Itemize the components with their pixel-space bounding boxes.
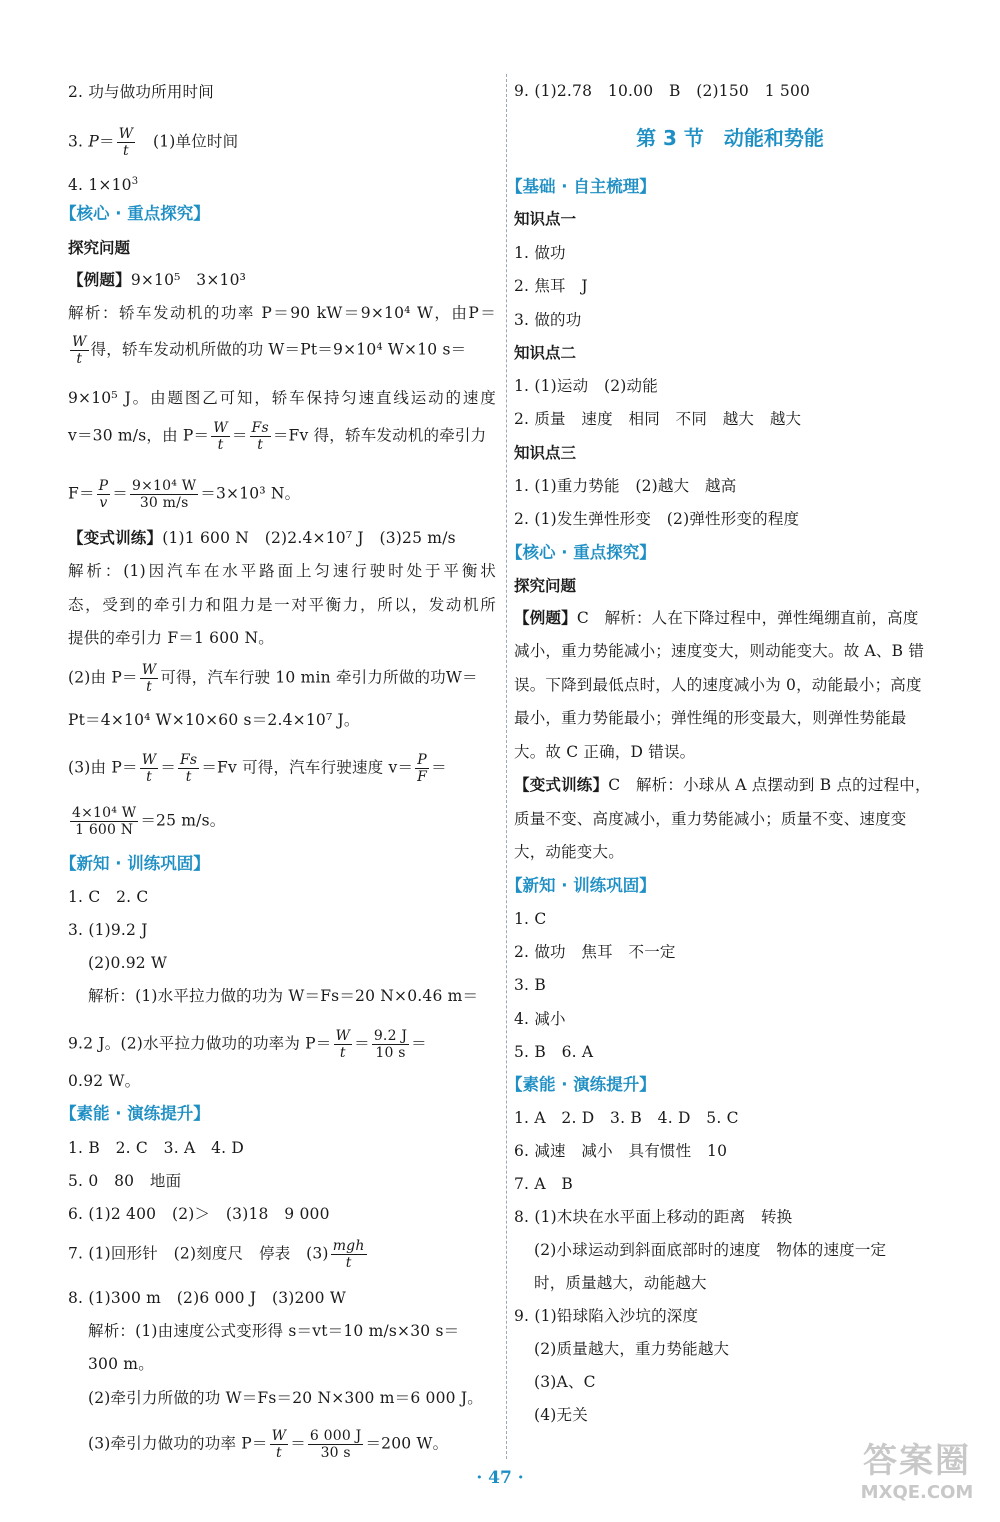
answer-line: 3. B — [514, 976, 546, 994]
explanation-line: F＝ $\frac{P}{v}$ ＝ $\frac{\text{9×10⁴ W}}{30 m/s}$ ＝3×10³ N。 — [68, 478, 301, 511]
explanation-line: 300 m。 — [88, 1355, 154, 1373]
watermark-logo — [842, 1440, 992, 1516]
sub-heading: 探究问题 — [514, 577, 577, 595]
explanation-line: 提供的牵引力 F＝1 600 N。 — [68, 629, 274, 647]
answer-line: (2)小球运动到斜面底部时的速度 物体的速度一定 — [534, 1241, 887, 1259]
answer-line: 6. (1)2 400 (2)＞ (3)18 9 000 — [68, 1205, 330, 1223]
page-number: · 47 · — [476, 1468, 524, 1488]
explanation-line: 减小，重力势能减小；速度变大，则动能变大。故 A、B 错 — [514, 642, 925, 660]
answer-line: 1. C — [514, 910, 547, 928]
explanation-line: 大。故 C 正确，D 错误。 — [514, 743, 696, 761]
section-heading: 【核心 · 重点探究】 — [60, 204, 210, 223]
watermark-text: 答案圈 — [863, 1441, 971, 1481]
explanation-line: 解析：(1)由速度公式变形得 s＝vt＝10 m/s×30 s＝ — [88, 1322, 460, 1340]
section-heading: 【新知 · 训练巩固】 — [506, 876, 656, 895]
answer-line: 5. B 6. A — [514, 1043, 594, 1061]
explanation-line: Pt＝4×10⁴ W×10×60 s＝2.4×10⁷ J。 — [68, 711, 360, 729]
section-heading: 【新知 · 训练巩固】 — [60, 854, 210, 873]
section-heading: 【素能 · 演练提升】 — [60, 1104, 210, 1123]
explanation-line: (3)牵引力做功的功率 P＝ $\frac{W}{t}$ ＝ $\frac{6 000 J}{30 s}$ ＝200 W。 — [88, 1428, 449, 1461]
answer-line: 6. 减速 减小 具有惯性 10 — [514, 1142, 728, 1160]
watermark-url: MXQE.COM — [860, 1482, 974, 1503]
explanation-line: 解析：(1)因汽车在水平路面上匀速行驶时处于平衡状 — [68, 562, 496, 580]
explanation-line: 质量不变、高度减小，重力势能减小；质量不变、速度变 — [514, 810, 907, 828]
answer-line: 1. (1)重力势能 (2)越大 越高 — [514, 477, 737, 495]
answer-line: 8. (1)300 m (2)6 000 J (3)200 W — [68, 1289, 346, 1307]
answer-line: 5. 0 80 地面 — [68, 1172, 182, 1190]
explanation-line: v＝30 m/s，由 P＝ $\frac{W}{t}$ ＝ $\frac{Fs}{t}$ ＝Fv 得，轿车发动机的牵引力 — [68, 420, 487, 453]
column-divider — [506, 74, 507, 1459]
sub-heading: 探究问题 — [68, 239, 131, 257]
answer-line: 9. (1)铅球陷入沙坑的深度 — [514, 1307, 699, 1325]
section-heading: 【基础 · 自主梳理】 — [506, 177, 656, 196]
sub-heading: 知识点一 — [514, 210, 577, 228]
answer-line: 7. A B — [514, 1175, 573, 1193]
answer-line: 1. B 2. C 3. A 4. D — [68, 1139, 245, 1157]
answer-line: 4. $1\times 10^3$ — [68, 176, 139, 195]
explanation-line: $\frac{W}{t}$ 得，轿车发动机所做的功 W＝Pt＝9×10⁴ W×10 s＝ — [72, 334, 467, 367]
answer-line: 7. (1)回形针 (2)刻度尺 停表 (3) $\frac{\text{mgh}}{t}$ — [68, 1238, 365, 1271]
answer-line: 时，质量越大，动能越大 — [534, 1274, 707, 1292]
answer-line: 2. 质量 速度 相同 不同 越大 越大 — [514, 410, 802, 428]
answer-line: 9. (1)2.78 10.00 B (2)150 1 500 — [514, 82, 811, 100]
fraction: $\frac{W}{t}$ — [118, 126, 134, 159]
fraction: $\frac{W}{t}$ — [72, 334, 87, 367]
explanation-line: 【例题】C 解析：人在下降过程中，弹性绳绷直前，高度 — [514, 608, 919, 627]
explanation-line: 态，受到的牵引力和阻力是一对平衡力，所以，发动机所 — [68, 596, 496, 614]
answer-line: 2. (1)发生弹性形变 (2)弹性形变的程度 — [514, 510, 800, 528]
sub-heading: 知识点三 — [514, 444, 577, 462]
explanation-line: 误。下降到最低点时，人的速度减小为 0，动能最小；高度 — [514, 676, 922, 694]
answer-line: (4)无关 — [534, 1406, 588, 1424]
answer-line: 4. 减小 — [514, 1010, 566, 1028]
answer-line: 3. P＝ $\frac{W}{t}$ (1)单位时间 — [68, 126, 239, 159]
answer-line: 1. A 2. D 3. B 4. D 5. C — [514, 1109, 739, 1127]
explanation-line: 解析：(1)水平拉力做的功为 W＝Fs＝20 N×0.46 m＝ — [88, 987, 479, 1005]
answer-line: (3)A、C — [534, 1373, 596, 1391]
explanation-line: 9.2 J。(2)水平拉力做功的功率为 P＝ $\frac{W}{t}$ ＝ $\frac{9.2 J}{10 s}$ ＝ — [68, 1028, 427, 1061]
answer-line: 【变式训练】(1)1 600 N (2)2.4×10⁷ J (3)25 m/s — [68, 528, 456, 547]
explanation-line: (2)由 P＝ $\frac{W}{t}$ 可得，汽车行驶 10 min 牵引力所做的功W＝ — [68, 662, 478, 695]
explanation-line: $\frac{\text{4×10⁴ W}}{1 600 N}$ ＝25 m/s。 — [72, 805, 226, 838]
explanation-line: 9×10⁵ J。由题图乙可知，轿车保持匀速直线运动的速度 — [68, 389, 496, 407]
section-heading: 【素能 · 演练提升】 — [506, 1075, 656, 1094]
explanation-line: 解析：轿车发动机的功率 P＝90 kW＝9×10⁴ W，由P＝ — [68, 304, 496, 322]
explanation-line: 【变式训练】C 解析：小球从 A 点摆动到 B 点的过程中， — [514, 775, 931, 794]
answer-line: 3. 做的功 — [514, 311, 582, 329]
answer-line: 2. 做功 焦耳 不一定 — [514, 943, 676, 961]
answer-line: 1. 做功 — [514, 244, 566, 262]
chapter-title: 第 3 节 动能和势能 — [636, 126, 824, 150]
answer-line: 1. C 2. C — [68, 888, 149, 906]
explanation-line: (2)牵引力所做的功 W＝Fs＝20 N×300 m＝6 000 J。 — [88, 1389, 483, 1407]
answer-line: 8. (1)木块在水平面上移动的距离 转换 — [514, 1208, 793, 1226]
sub-heading: 知识点二 — [514, 344, 577, 362]
explanation-line: 大，动能变大。 — [514, 843, 624, 861]
explanation-line: 0.92 W。 — [68, 1072, 141, 1090]
answer-line: (2)质量越大，重力势能越大 — [534, 1340, 730, 1358]
answer-line: 3. (1)9.2 J — [68, 921, 148, 939]
answer-line: 1. (1)运动 (2)动能 — [514, 377, 658, 395]
explanation-line: (3)由 P＝ $\frac{W}{t}$ ＝ $\frac{Fs}{t}$ ＝Fv 可得，汽车行驶速度 v＝ $\frac{P}{F}$ ＝ — [68, 752, 447, 785]
answer-line: (2)0.92 W — [88, 954, 168, 972]
section-heading: 【核心 · 重点探究】 — [506, 543, 656, 562]
answer-line: 2. 焦耳 J — [514, 277, 588, 295]
answer-line: 2. 功与做功所用时间 — [68, 83, 214, 101]
answer-line: 【例题】9×10⁵ 3×10³ — [68, 270, 247, 289]
explanation-line: 最小，重力势能最小；弹性绳的形变最大，则弹性势能最 — [514, 709, 907, 727]
